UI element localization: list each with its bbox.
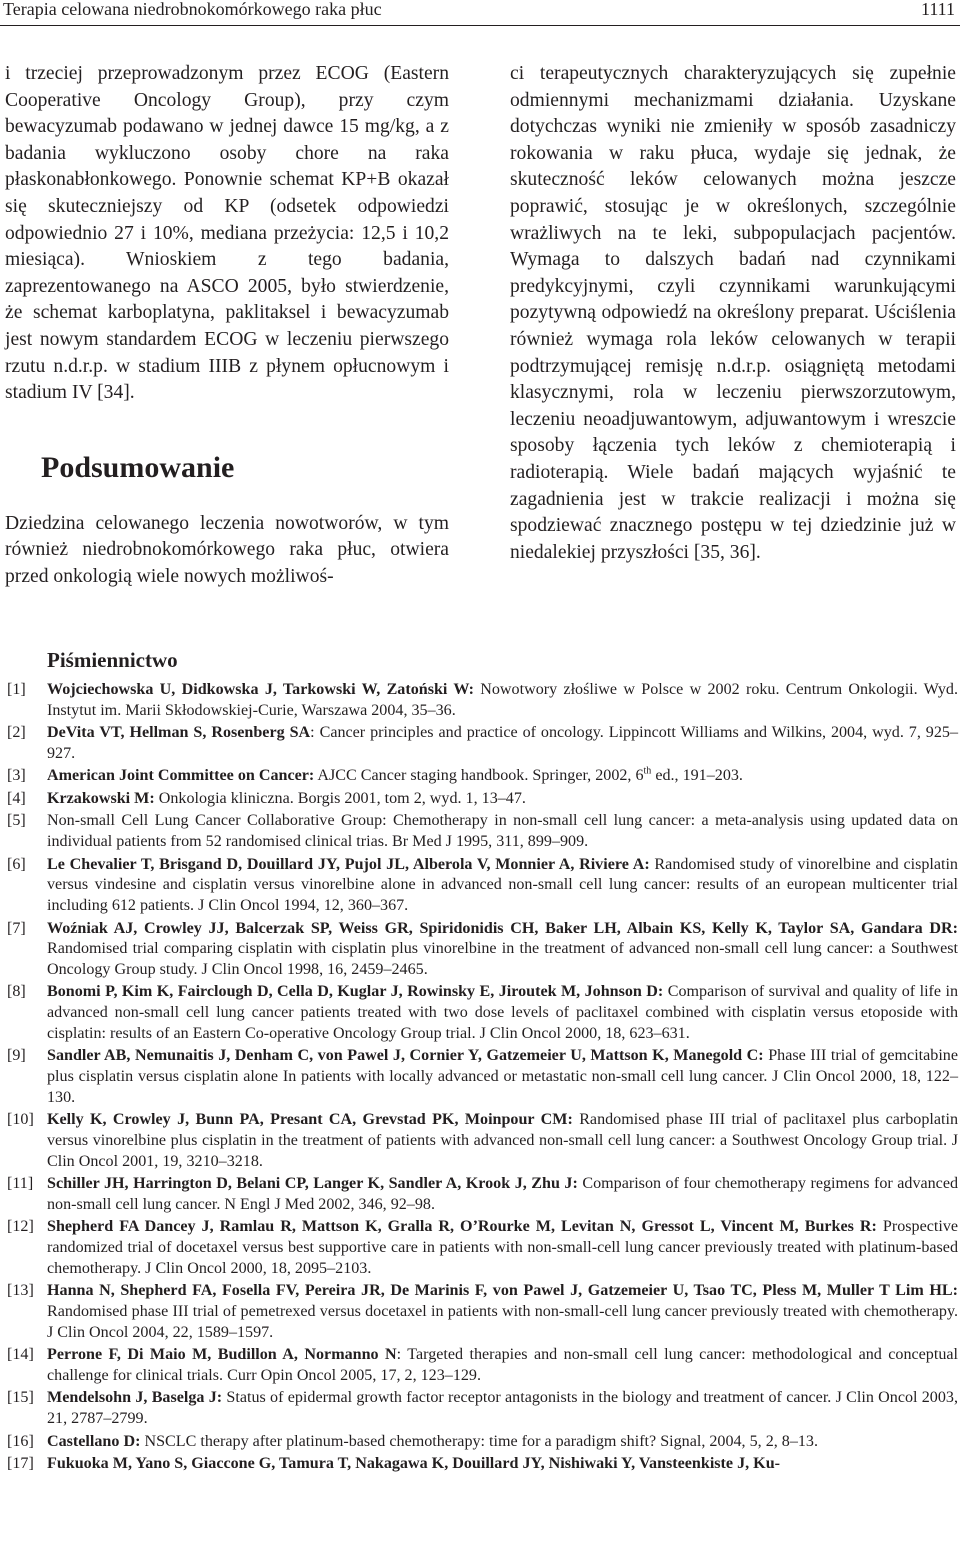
reference-text: Comparison of four chemotherapy regimens for advanced non-small cell lung cancer. N Engl J Med 2002, 346, 92–98.: [47, 1175, 959, 1213]
reference-item: [0, 1281, 958, 1343]
reference-item: [0, 855, 958, 917]
reference-superscript: th: [643, 766, 652, 778]
reference-item: [0, 1217, 958, 1279]
reference-text: Randomised phase III trial of paclitaxel plus carboplatin versus vinorelbine plus cisplatin in the treatment of patients with advanced non-small cell lung cancer: a Southwest Oncology Group trial. J Clin Oncol 2001, 19, 3210–3218.: [47, 1111, 959, 1170]
reference-text: Non-small Cell Lung Cancer Collaborative Group: Chemotherapy in non-small cell lung cancer: a meta-analysis using updated data on individual patients from 52 randomised clinical trias. Br Med J 1995, 311, 899–909.: [47, 812, 958, 851]
reference-item: [0, 1110, 958, 1172]
reference-text: : Cancer principles and practice of oncology. Lippincott Williams and Wilkins, 2004, wyd. 7, 925–927.: [47, 724, 958, 762]
body-paragraph: i trzeciej przeprowadzonym przez ECOG (Eastern Cooperative Oncology Group), przy czym bewacyzumab podawano w jednej dawce 15 mg/kg, a z badania wykluczono osoby chore na raka płaskonabłonkowego. Ponownie schemat KP+B okazał się skuteczniejszy od KP (odsetek odpowiedzi odpowiednio 27 i 10%, mediana przeżycia: 12,5 i 10,2 miesiąca). Wnioskiem z tego badania, zaprezentowanego na ASCO 2005, było stwierdzenie, że schemat karboplatyna, paklitaksel i bewacyzumab jest nowym standardem ECOG w leczeniu pierwszego rzutu n.d.r.p. w stadium IIIB z płynem opłucnowym i stadium IV [34].: [5, 63, 449, 404]
reference-item: [0, 919, 958, 981]
header-rule: [0, 25, 960, 26]
reference-item: [0, 723, 958, 764]
reference-number: [12]: [7, 1218, 34, 1236]
reference-authors: Krzakowski M:: [47, 789, 155, 807]
reference-authors: Wojciechowska U, Didkowska J, Tarkowski W, Zatoński W:: [47, 681, 474, 698]
reference-item: [0, 1432, 958, 1453]
reference-authors: Le Chevalier T, Brisgand D, Douillard JY, Pujol JL, Alberola V, Monnier A, Riviere A:: [47, 855, 650, 873]
running-header: [0, 0, 960, 20]
journal-title: Terapia celowana niedrobnokomórkowego raka płuc: [3, 0, 382, 19]
references-list: [0, 680, 958, 1477]
reference-number: [7]: [7, 919, 26, 937]
reference-item: [0, 1345, 958, 1386]
reference-number: [5]: [7, 812, 26, 830]
reference-authors: Bonomi P, Kim K, Fairclough D, Cella D, Kuglar J, Rowinsky E, Jiroutek M, Johnson D:: [47, 983, 664, 1001]
reference-number: [1]: [7, 681, 26, 698]
reference-item: [0, 1046, 958, 1108]
reference-number: [15]: [7, 1389, 34, 1407]
reference-authors: Perrone F, Di Maio M, Budillon A, Normanno N: [47, 1346, 397, 1364]
reference-number: [11]: [7, 1175, 34, 1193]
reference-authors: Kelly K, Crowley J, Bunn PA, Presant CA, Grevstad PK, Moinpour CM:: [47, 1111, 573, 1129]
reference-number: [6]: [7, 855, 26, 873]
reference-authors: Shepherd FA Dancey J, Ramlau R, Mattson K, Gralla R, O’Rourke M, Levitan N, Gressot L, Vincent M, Burkes R:: [47, 1218, 877, 1236]
reference-number: [13]: [7, 1282, 34, 1300]
reference-number: [10]: [7, 1111, 34, 1129]
reference-authors: Hanna N, Shepherd FA, Fosella FV, Pereira JR, De Marinis F, von Pawel J, Gatzemeier U, Tsao TC, Pless M, Muller T Lim HL:: [47, 1282, 958, 1300]
reference-text: Onkologia kliniczna. Borgis 2001, tom 2, wyd. 1, 13–47.: [154, 789, 526, 807]
left-column: [5, 61, 449, 591]
reference-authors: Fukuoka M, Yano S, Giaccone G, Tamura T, Nakagawa K, Douillard JY, Nishiwaki Y, Vansteenkiste J, Ku-: [47, 1455, 781, 1473]
references-heading: Piśmiennictwo: [47, 648, 178, 672]
reference-authors: Woźniak AJ, Crowley JJ, Balcerzak SP, Weiss GR, Spiridonidis CH, Baker LH, Albain KS, Kelly K, Taylor SA, Gandara DR:: [47, 919, 958, 937]
reference-authors: American Joint Committee on Cancer:: [47, 767, 315, 785]
reference-authors: DeVita VT, Hellman S, Rosenberg SA: [47, 724, 311, 742]
section-heading: Podsumowanie: [41, 450, 235, 484]
reference-text: NSCLC therapy after platinum-based chemotherapy: time for a paradigm shift? Signal, 2004, 5, 2, 8–13.: [140, 1432, 819, 1450]
right-column: [510, 61, 956, 566]
reference-item: [0, 1454, 958, 1475]
reference-text: AJCC Cancer staging handbook. Springer, 2002, 6: [314, 767, 644, 785]
body-paragraph: ci terapeutycznych charakteryzujących się zupełnie odmiennymi mechanizmami działania. Uzyskane dotychczas wyniki nie zmieniły w sposób zasadniczy rokowania w raku płuca, wydaje się jednak, że skuteczność leków celowanych można jeszcze poprawić, stosując je w określonych, szczególnie wrażliwych na te leki, subpopulacjach pacjentów. Wymaga to dalszych badań nad czynnikami predykcyjnymi, czyli czynnikami warunkującymi pozytywną odpowiedź na określony preparat. Uściślenia również wymaga rola leków celowanych w terapii podtrzymującej remisję n.d.r.p. osiągniętą metodami klasycznymi, rola w leczeniu pierwszorzutowym, leczeniu neoadjuwantowym, adjuwantowym i wreszcie sposoby łączenia tych leków z chemioterapią i radioterapią. Wiele badań mających wyjaśnić te zagadnienia jest w trakcie realizacji i można się spodziewać znacznego postępu w tej dziedzinie już w niedalekiej przyszłości [35, 36].: [510, 63, 956, 563]
reference-text: Status of epidermal growth factor receptor antagonists in the biology and treatment of cancer. J Clin Oncol 2003, 21, 2787–2799.: [47, 1389, 958, 1428]
reference-number: [17]: [7, 1455, 34, 1473]
reference-number: [3]: [7, 767, 26, 785]
reference-item: [0, 982, 958, 1044]
reference-authors: Mendelsohn J, Baselga J:: [47, 1389, 223, 1407]
reference-item: [0, 811, 958, 852]
reference-item: [0, 1174, 958, 1215]
reference-authors: Castellano D:: [47, 1432, 141, 1450]
page-number: 1111: [921, 0, 955, 19]
reference-item: [0, 680, 958, 721]
reference-number: [16]: [7, 1432, 34, 1450]
reference-text: Randomised phase III trial of pemetrexed versus docetaxel in patients with non-small-cell lung cancer previously treated with chemotherapy. J Clin Oncol 2004, 22, 1589–1597.: [47, 1302, 958, 1341]
reference-item: [0, 789, 958, 810]
reference-item: [0, 1388, 958, 1429]
reference-authors: Sandler AB, Nemunaitis J, Denham C, von Pawel J, Cornier Y, Gatzemeier U, Mattson K, Manegold C:: [47, 1047, 764, 1065]
reference-text: : Targeted therapies and non-small cell lung cancer: methodological and conceptual challenge for clinical trials. Curr Opin Oncol 2005, 17, 2, 123–129.: [47, 1346, 958, 1384]
reference-number: [8]: [7, 983, 26, 1001]
reference-authors: Schiller JH, Harrington D, Belani CP, Langer K, Sandler A, Krook J, Zhu J:: [47, 1175, 578, 1193]
reference-text: Randomised study of vinorelbine and cisplatin versus vindesine and cisplatin versus vinorelbine alone in advanced non-small cell lung cancer: results of an european multicenter trial including 612 patients. J Clin Oncol 1994, 12, 360–367.: [47, 855, 958, 915]
reference-number: [2]: [7, 724, 26, 742]
reference-text: Randomised trial comparing cisplatin with cisplatin plus vinorelbine in the treatment of advanced non-small cell lung cancer: a Southwest Oncology Group study. J Clin Oncol 1998, 16, 2459–2465.: [47, 940, 958, 978]
reference-text: Phase III trial of gemcitabine plus cisplatin versus cisplatin alone In patients with locally advanced or metastatic non-small cell lung cancer. J Clin Oncol 2000, 18, 122–130.: [47, 1047, 958, 1106]
reference-item: [0, 766, 958, 787]
reference-number: [14]: [7, 1346, 34, 1364]
reference-number: [4]: [7, 789, 26, 807]
reference-text: Comparison of survival and quality of life in advanced non-small cell lung cancer patients treated with two dose levels of paclitaxel combined with cisplatin versus etoposide with cisplatin: results of an Eastern Co-operative Oncology Group trial. J Clin Oncol 2000, 18, 623–631.: [47, 983, 958, 1042]
reference-text-after: ed., 191–203.: [651, 767, 743, 785]
reference-text: Prospective randomized trial of docetaxel versus best supportive care in patients with non-small-cell lung cancer previously treated with platinum-based chemotherapy. J Clin Oncol 2000, 18, 2095–2103.: [47, 1218, 959, 1277]
reference-text: Nowotwory złośliwe w Polsce w 2002 roku. Centrum Onkologii. Wyd. Instytut im. Marii Skłodowskiej-Curie, Warszawa 2004, 35–36.: [47, 681, 959, 719]
reference-number: [9]: [7, 1047, 26, 1065]
body-paragraph: Dziedzina celowanego leczenia nowotworów, w tym również niedrobnokomórkowego raka płuc, otwiera przed onkologią wiele nowych możliwoś-: [5, 512, 449, 587]
